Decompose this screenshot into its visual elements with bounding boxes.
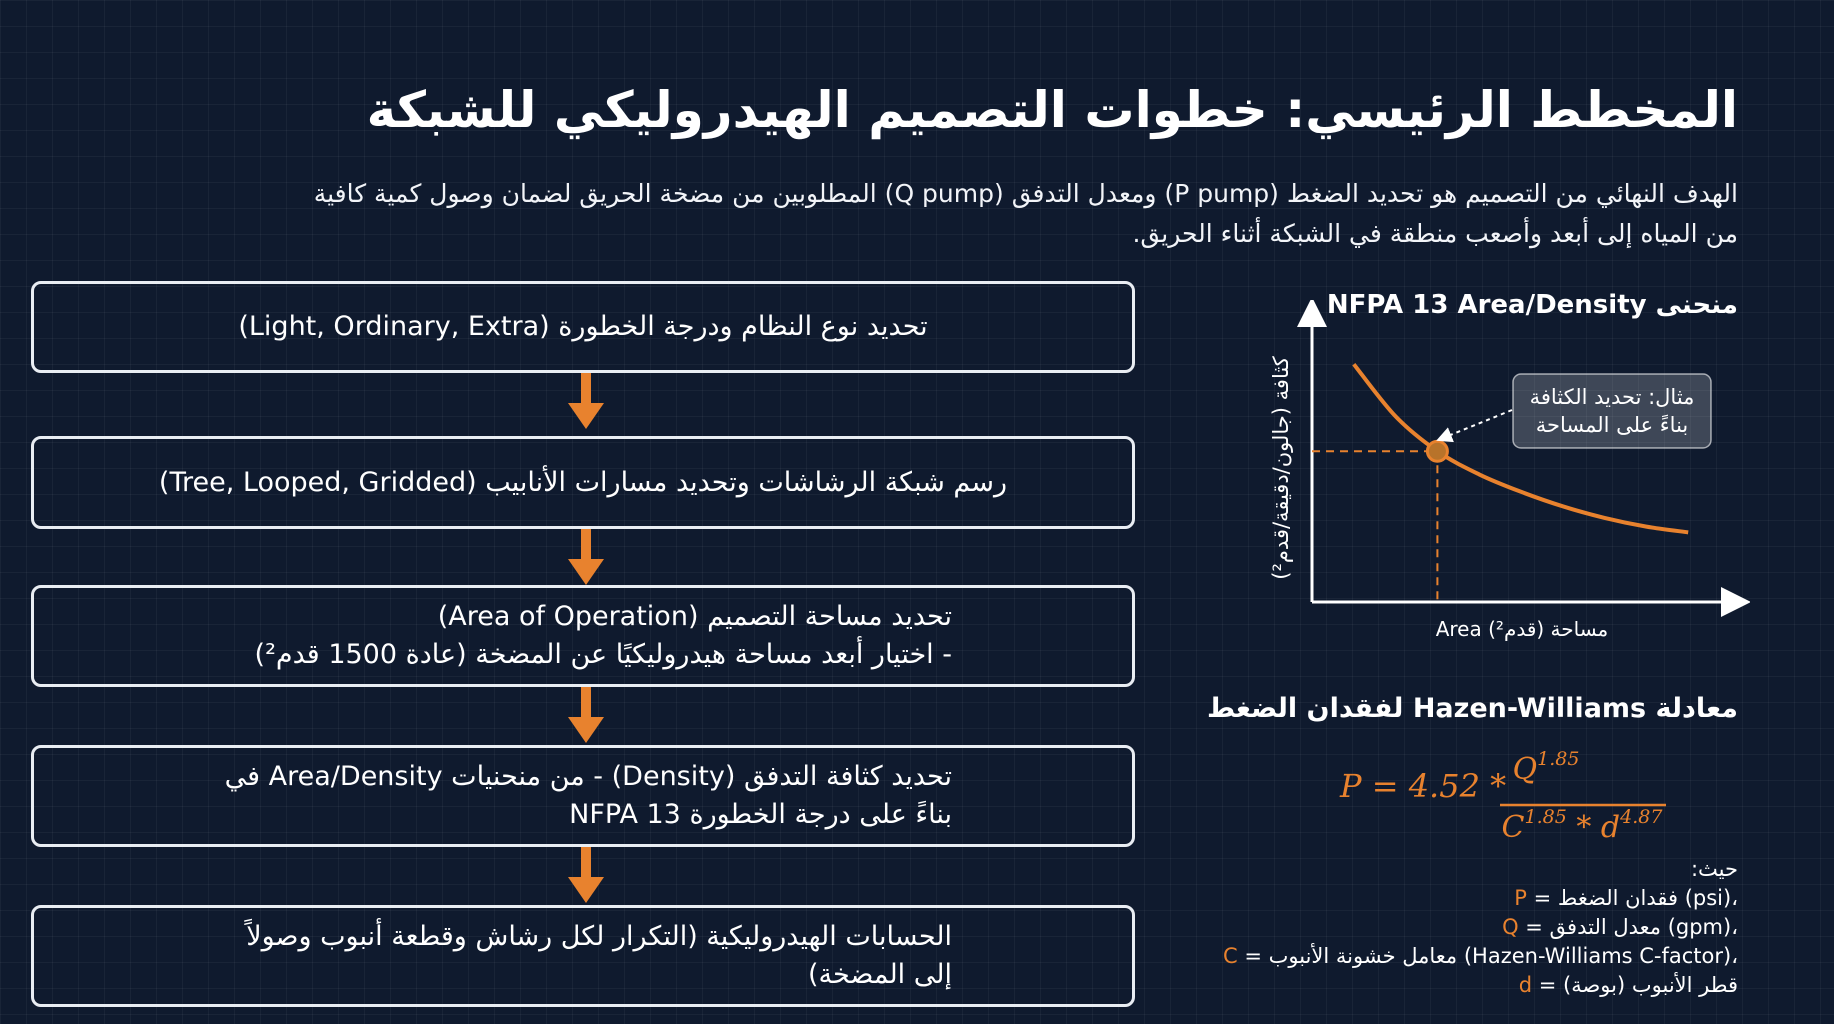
intro-line-1: الهدف النهائي من التصميم هو تحديد الضغط (P pump) ومعدل التدفق (Q pump) المطلوبين من مضخة الحريق لضمان وصول كمية كافية (313, 179, 1738, 208)
equation-den-base-1: C (1501, 810, 1525, 845)
where-item-c (1223, 942, 1738, 971)
var-c: C (1222, 944, 1238, 968)
where-item-d (1223, 971, 1738, 1000)
hazen-williams-equation (1330, 745, 1690, 845)
var-p: P (1514, 886, 1527, 910)
flow-arrow-4 (566, 847, 606, 905)
where-item-p (1223, 884, 1738, 913)
flow-step-3-line-2: - اختيار أبعد مساحة هيدروليكيًا عن المضخة (عادة 1500 قدم²) (254, 639, 952, 670)
callout-line-2: بناءً على المساحة (1535, 413, 1689, 437)
callout-line-1: مثال: تحديد الكثافة (1529, 385, 1695, 409)
flow-arrow-2 (566, 529, 606, 587)
flow-step-5 (31, 905, 1135, 1007)
area-density-chart (1260, 300, 1750, 650)
callout-pointer (1438, 410, 1512, 440)
flow-step-1-text: تحديد نوع النظام ودرجة الخطورة (Light, Ordinary, Extra) (238, 311, 928, 342)
equation-den-exp-2: 4.87 (1620, 806, 1663, 828)
var-c-desc: = معامل خشونة الأنبوب (Hazen-Williams C-factor)، (1237, 944, 1738, 968)
var-q-desc: = معدل التدفق (gpm)، (1518, 915, 1738, 939)
highlight-point (1427, 441, 1447, 461)
var-d: d (1518, 973, 1533, 997)
flow-step-4-line-1: تحديد كثافة التدفق (Density) - من منحنيات Area/Density في (224, 761, 952, 792)
equation-numerator-base: Q (1512, 752, 1538, 787)
chart-title: منحنى NFPA 13 Area/Density (1326, 290, 1738, 320)
intro-paragraph (88, 174, 1738, 254)
flow-step-3 (31, 585, 1135, 687)
variable-definitions (1223, 855, 1738, 1000)
flow-step-2-text: رسم شبكة الرشاشات وتحديد مسارات الأنابيب (Tree, Looped, Gridded) (158, 466, 1008, 498)
equation-den-mult: * (1566, 810, 1601, 845)
flow-step-5-line-1: الحسابات الهيدروليكية (التكرار لكل رشاش وقطعة أنبوب وصولاً (246, 921, 952, 952)
x-axis-label: مساحة (قدم²) Area (1435, 617, 1609, 641)
y-axis-label: كثافة (جالون/دقيقة/قدم²) (1269, 356, 1293, 580)
equation-title: معادلة Hazen-Williams لفقدان الضغط (1206, 693, 1738, 724)
flow-step-3-line-1: تحديد مساحة التصميم (Area of Operation) (437, 601, 952, 632)
flow-step-4 (31, 745, 1135, 847)
equation-den-base-2: d (1600, 810, 1621, 845)
var-p-desc: = فقدان الضغط (psi)، (1526, 886, 1738, 910)
flow-step-2 (31, 436, 1135, 529)
flow-step-5-line-2: إلى المضخة) (807, 959, 952, 990)
where-heading: حيث: (1690, 857, 1738, 881)
equation-den-exp-1: 1.85 (1524, 806, 1567, 828)
flow-step-4-line-2: NFPA 13 بناءً على درجة الخطورة (569, 799, 952, 830)
page-title: المخطط الرئيسي: خطوات التصميم الهيدروليكي للشبكة (366, 81, 1738, 139)
equation-lhs: P = 4.52 * (1340, 767, 1507, 805)
where-item-q (1223, 913, 1738, 942)
equation-numerator-exp: 1.85 (1537, 748, 1580, 770)
intro-line-2: من المياه إلى أبعد وأصعب منطقة في الشبكة أثناء الحريق. (1132, 219, 1738, 248)
flow-arrow-1 (566, 373, 606, 431)
flow-arrow-3 (566, 687, 606, 745)
flow-step-1 (31, 281, 1135, 373)
equation-numerator (1513, 748, 1580, 787)
var-d-desc: = قطر الأنبوب (بوصة) (1532, 973, 1738, 997)
equation-denominator (1502, 806, 1664, 845)
var-q: Q (1502, 915, 1519, 939)
